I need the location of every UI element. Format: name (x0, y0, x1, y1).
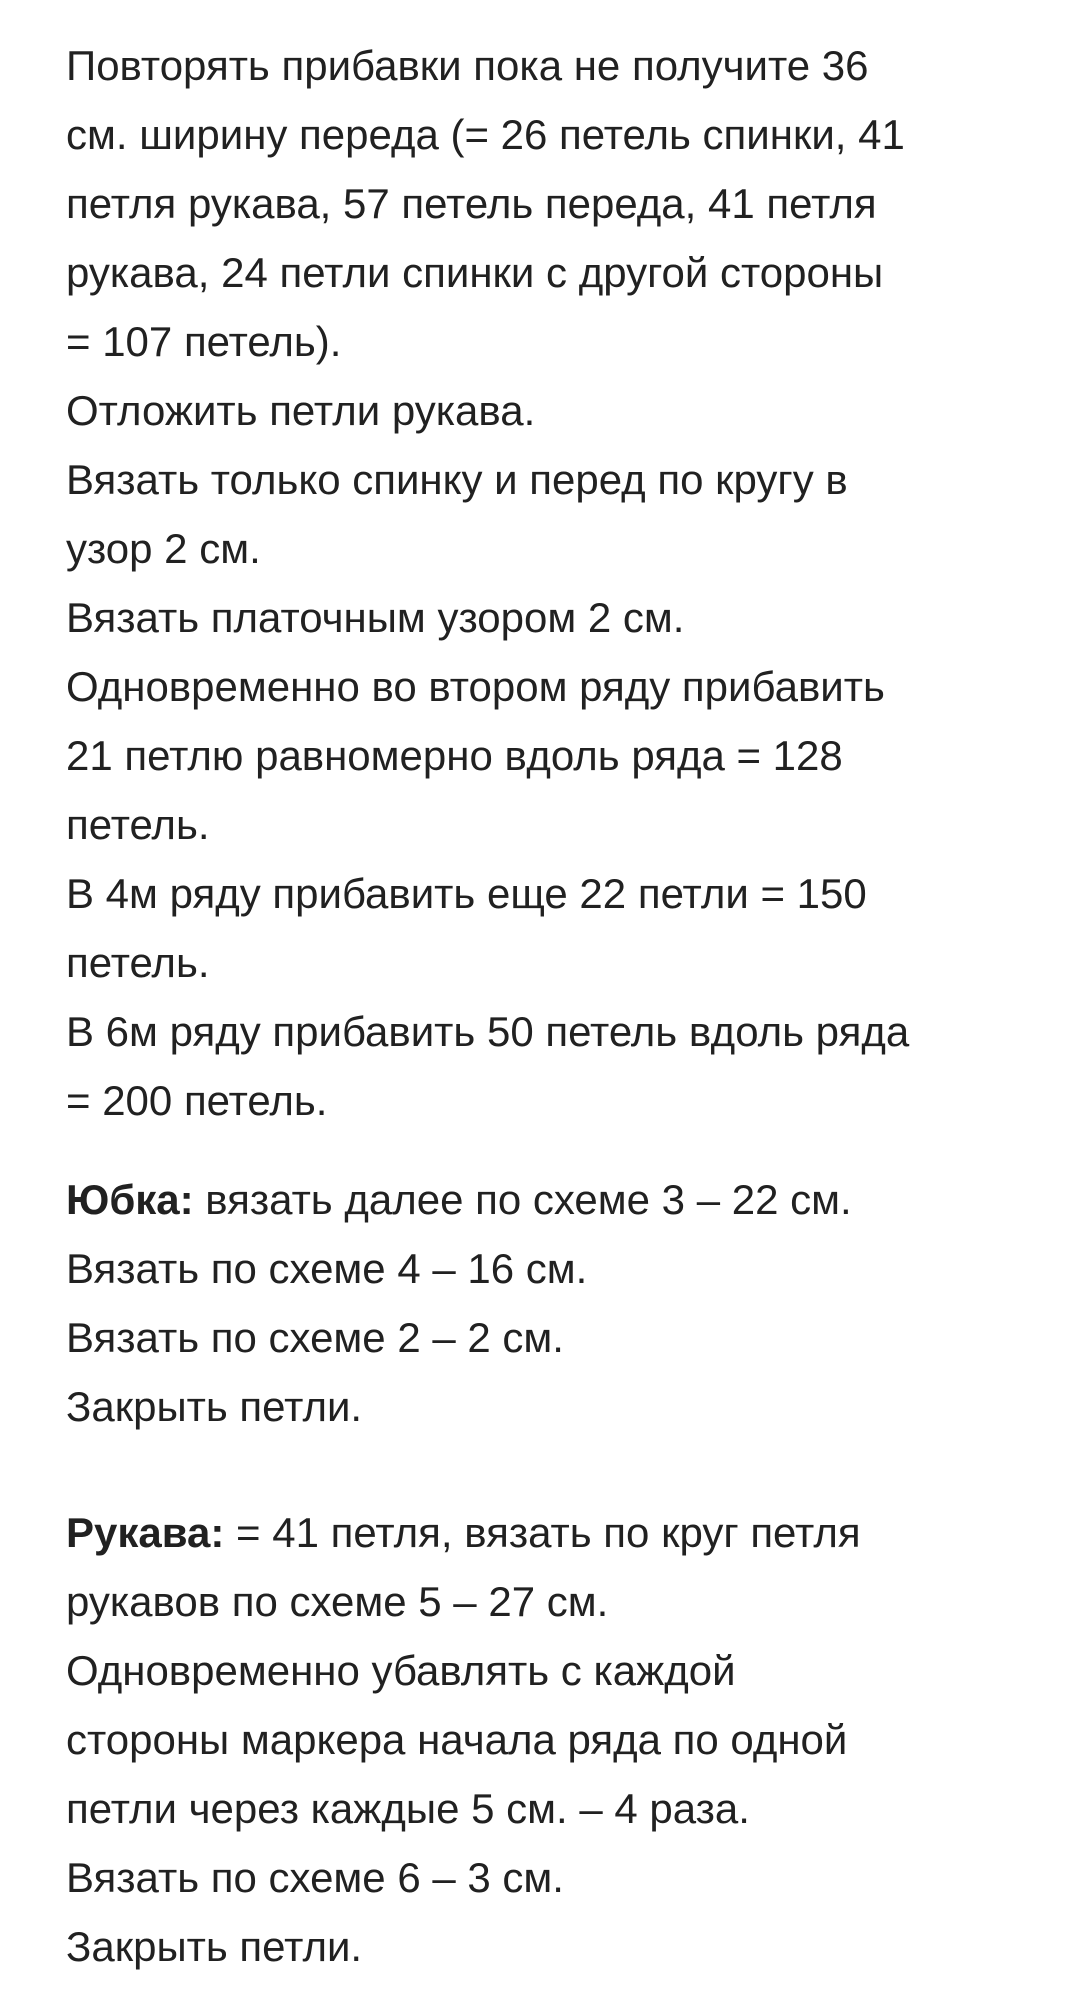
paragraph-sleeves (66, 1498, 1026, 1981)
text-line: Повторять прибавки пока не получите 36 (66, 42, 869, 89)
sleeves-heading: Рукава: (66, 1509, 225, 1556)
text-line: рукава, 24 петли спинки с другой стороны (66, 249, 884, 296)
text-line: = 200 петель. (66, 1077, 328, 1124)
text-line: рукавов по схеме 5 – 27 см. (66, 1578, 609, 1625)
text-line: Закрыть петли. (66, 1923, 363, 1970)
paragraph-gap (66, 1135, 1026, 1165)
text-line: стороны маркера начала ряда по одной (66, 1716, 848, 1763)
text-line: В 6м ряду прибавить 50 петель вдоль ряда (66, 1008, 910, 1055)
skirt-first-line-text: вязать далее по схеме 3 – 22 см. (193, 1176, 852, 1223)
text-line: Вязать по схеме 2 – 2 см. (66, 1314, 564, 1361)
paragraph-yoke (66, 31, 1026, 1135)
sleeves-first-line (66, 1498, 1026, 1567)
text-line: Отложить петли рукава. (66, 387, 536, 434)
text-line: Одновременно во втором ряду прибавить (66, 663, 885, 710)
text-line: Вязать по схеме 4 – 16 см. (66, 1245, 588, 1292)
paragraph-skirt (66, 1165, 1026, 1441)
document-page (66, 0, 1026, 1981)
text-line: = 107 петель). (66, 318, 342, 365)
text-line: Вязать платочным узором 2 см. (66, 594, 685, 641)
text-line: Закрыть петли. (66, 1383, 363, 1430)
text-line: Одновременно убавлять с каждой (66, 1647, 736, 1694)
text-line: петли через каждые 5 см. – 4 раза. (66, 1785, 750, 1832)
text-line: петель. (66, 939, 210, 986)
partial-top-line (66, 0, 1026, 31)
text-line: петель. (66, 801, 210, 848)
partial-top-text (66, 0, 1026, 9)
text-line: В 4м ряду прибавить еще 22 петли = 150 (66, 870, 867, 917)
skirt-first-line (66, 1165, 1026, 1234)
text-line: Вязать по схеме 6 – 3 см. (66, 1854, 564, 1901)
text-line: Вязать только спинку и перед по кругу в (66, 456, 848, 503)
paragraph-gap (66, 1441, 1026, 1498)
text-line: петля рукава, 57 петель переда, 41 петля (66, 180, 877, 227)
text-line: см. ширину переда (= 26 петель спинки, 41 (66, 111, 905, 158)
skirt-heading: Юбка: (66, 1176, 194, 1223)
sleeves-first-line-text: = 41 петля, вязать по круг петля (224, 1509, 861, 1556)
text-line: узор 2 см. (66, 525, 261, 572)
text-line: 21 петлю равномерно вдоль ряда = 128 (66, 732, 843, 779)
